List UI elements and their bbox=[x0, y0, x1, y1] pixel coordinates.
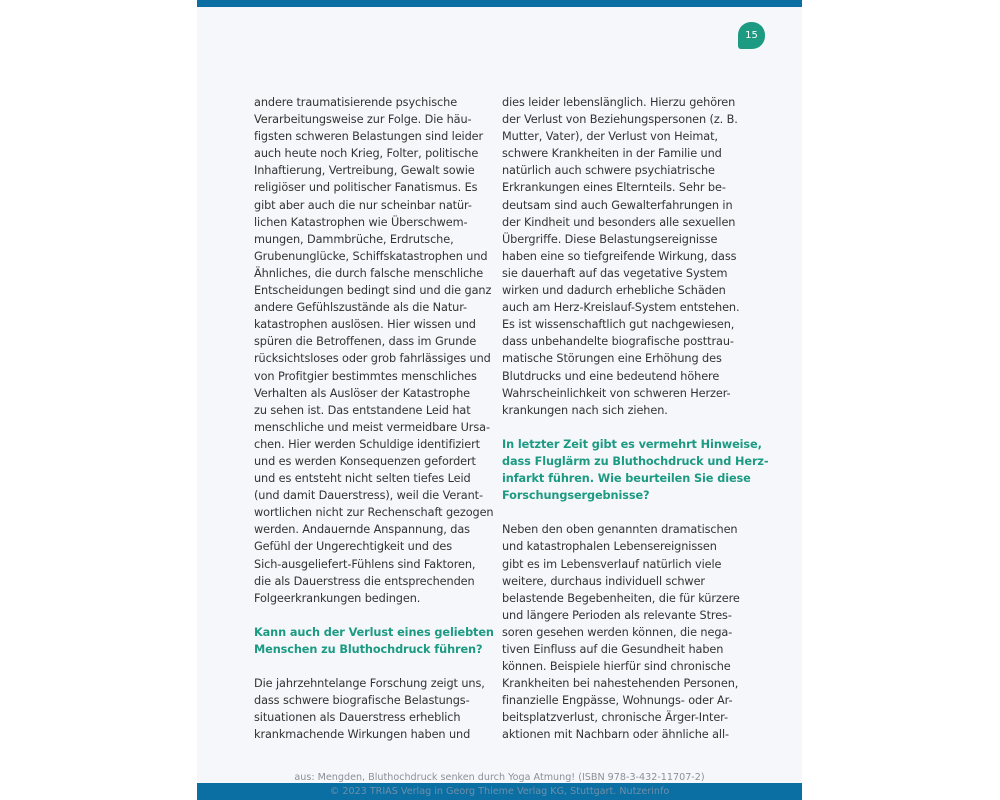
text-line: wirken und dadurch erhebliche Schäden bbox=[502, 284, 726, 298]
text-line: natürlich auch schwere psychiatrische bbox=[502, 164, 715, 178]
text-line: Wahrscheinlichkeit von schweren Herzer- bbox=[502, 386, 731, 400]
text-line: auch am Herz-Kreislauf-System entstehen. bbox=[502, 301, 740, 315]
text-line: Grubenunglücke, Schiffskatastrophen und bbox=[254, 249, 488, 263]
source-citation: aus: Mengden, Bluthochdruck senken durch Yoga Atmung! (ISBN 978-3-432-11707-2) bbox=[294, 772, 705, 783]
text-line: menschliche und meist vermeidbare Ursa- bbox=[254, 420, 490, 434]
right-column bbox=[502, 94, 769, 744]
text-line: dies leider lebenslänglich. Hierzu gehören bbox=[502, 96, 736, 109]
text-line: und längere Perioden als relevante Stres- bbox=[502, 608, 732, 622]
text-line: Blutdrucks und eine bedeutend höhere bbox=[502, 369, 720, 383]
text-line: situationen als Dauerstress erheblich bbox=[254, 711, 461, 725]
text-line: zu sehen ist. Das entstandene Leid hat bbox=[254, 403, 471, 417]
text-line: Es ist wissenschaftlich gut nachgewiesen, bbox=[502, 318, 735, 332]
text-line: chen. Hier werden Schuldige identifiziert bbox=[254, 437, 480, 451]
text-line: lichen Katastrophen wie Überschwem- bbox=[254, 215, 468, 229]
text-line: auch heute noch Krieg, Folter, politische bbox=[254, 147, 479, 161]
left-paragraph-2 bbox=[254, 675, 486, 743]
text-line: dass unbehandelte biografische posttrau- bbox=[502, 335, 734, 349]
text-line: Ähnliches, die durch falsche menschliche bbox=[254, 266, 484, 280]
right-paragraph-1 bbox=[502, 94, 740, 419]
text-line: haben eine so tiefgreifende Wirkung, dass bbox=[502, 249, 737, 263]
left-question-heading bbox=[254, 624, 494, 658]
text-line: andere traumatisierende psychische bbox=[254, 96, 458, 109]
text-line: der Kindheit und besonders alle sexuellen bbox=[502, 215, 736, 229]
text-line: Neben den oben genannten dramatischen bbox=[502, 523, 738, 537]
text-line: figsten schweren Belastungen sind leider bbox=[254, 130, 484, 144]
text-line: katastrophen auslösen. Hier wissen und bbox=[254, 318, 476, 332]
right-paragraph-2 bbox=[502, 521, 740, 743]
text-line: können. Beispiele hierfür sind chronische bbox=[502, 660, 731, 674]
page-number: 15 bbox=[745, 30, 758, 41]
right-question-heading bbox=[502, 436, 769, 504]
text-line: matische Störungen eine Erhöhung des bbox=[502, 352, 722, 366]
text-line: sie dauerhaft auf das vegetative System bbox=[502, 266, 728, 280]
text-line: gibt es im Lebensverlauf natürlich viele bbox=[502, 557, 722, 571]
top-accent-bar bbox=[197, 0, 802, 7]
page-number-badge bbox=[738, 22, 765, 49]
text-line: Verhalten als Auslöser der Katastrophe bbox=[254, 386, 470, 400]
text-line: Krankheiten bei nahestehenden Personen, bbox=[502, 677, 739, 691]
text-line: tiven Einfluss auf die Gesundheit haben bbox=[502, 643, 724, 656]
left-paragraph-1 bbox=[254, 94, 494, 607]
text-line: Mutter, Vater), der Verlust von Heimat, bbox=[502, 130, 718, 144]
text-line: wortlichen nicht zur Rechenschaft gezogen bbox=[254, 506, 494, 520]
text-line: Übergriffe. Diese Belastungsereignisse bbox=[502, 232, 718, 246]
text-line: krankmachende Wirkungen haben und bbox=[254, 728, 471, 742]
text-line: beitsplatzverlust, chronische Ärger-Inter- bbox=[502, 711, 728, 725]
text-line: soren gesehen werden können, die nega- bbox=[502, 625, 733, 639]
text-line: rücksichtsloses oder grob fahrlässiges und bbox=[254, 352, 491, 366]
text-line: aktionen mit Nachbarn oder ähnliche all- bbox=[502, 728, 729, 742]
text-line: und katastrophalen Lebensereignissen bbox=[502, 540, 717, 554]
text-line: Verarbeitungsweise zur Folge. Die häu- bbox=[254, 113, 472, 127]
text-line: Forschungsergebnisse? bbox=[502, 489, 650, 503]
text-line: schwere Krankheiten in der Familie und bbox=[502, 147, 722, 161]
text-line: Kann auch der Verlust eines geliebten bbox=[254, 625, 494, 639]
text-line: Die jahrzehntelange Forschung zeigt uns, bbox=[254, 677, 485, 691]
text-line: die als Dauerstress die entsprechenden bbox=[254, 574, 475, 588]
text-line: spüren die Betroffenen, dass im Grunde bbox=[254, 335, 477, 349]
text-line: mungen, Dammbrüche, Erdrutsche, bbox=[254, 232, 454, 246]
text-line: gibt aber auch die nur scheinbar natür- bbox=[254, 198, 472, 212]
text-line: von Profitgier bestimmtes menschliches bbox=[254, 369, 477, 383]
text-line: finanzielle Engpässe, Wohnungs- oder Ar- bbox=[502, 694, 733, 708]
text-line: Entscheidungen bedingt sind und die ganz bbox=[254, 284, 492, 298]
text-line: Gefühl der Ungerechtigkeit und des bbox=[254, 540, 453, 554]
text-line: Inhaftierung, Vertreibung, Gewalt sowie bbox=[254, 164, 475, 178]
text-line: Sich-ausgeliefert-Fühlens sind Faktoren, bbox=[254, 557, 476, 571]
text-line: dass Fluglärm zu Bluthochdruck und Herz- bbox=[502, 454, 769, 468]
text-line: religiöser und politischer Fanatismus. Es bbox=[254, 181, 478, 195]
text-line: krankungen nach sich ziehen. bbox=[502, 403, 668, 417]
text-line: andere Gefühlszustände als die Natur- bbox=[254, 301, 468, 315]
text-line: (und damit Dauerstress), weil die Verant- bbox=[254, 489, 483, 503]
text-line: Erkrankungen eines Elternteils. Sehr be- bbox=[502, 181, 726, 195]
text-line: deutsam sind auch Gewalterfahrungen in bbox=[502, 198, 733, 212]
text-line: belastende Begebenheiten, die für kürzere bbox=[502, 591, 740, 605]
text-line: und es entsteht nicht selten tiefes Leid bbox=[254, 472, 471, 486]
text-line: und es werden Konsequenzen gefordert bbox=[254, 454, 476, 468]
copyright-line: © 2023 TRIAS Verlag in Georg Thieme Verlag KG, Stuttgart. Nutzerinfo bbox=[329, 786, 670, 797]
text-line: weitere, durchaus individuell schwer bbox=[502, 574, 705, 588]
text-line: dass schwere biografische Belastungs- bbox=[254, 694, 470, 708]
left-column bbox=[254, 94, 494, 744]
text-line: infarkt führen. Wie beurteilen Sie diese bbox=[502, 472, 751, 486]
text-line: Folgeerkrankungen bedingen. bbox=[254, 591, 421, 605]
text-line: In letzter Zeit gibt es vermehrt Hinweise, bbox=[502, 437, 762, 451]
document-page bbox=[197, 0, 802, 800]
text-line: der Verlust von Beziehungspersonen (z. B. bbox=[502, 113, 738, 127]
text-line: Menschen zu Bluthochdruck führen? bbox=[254, 643, 483, 656]
text-line: werden. Andauernde Anspannung, das bbox=[254, 523, 470, 537]
